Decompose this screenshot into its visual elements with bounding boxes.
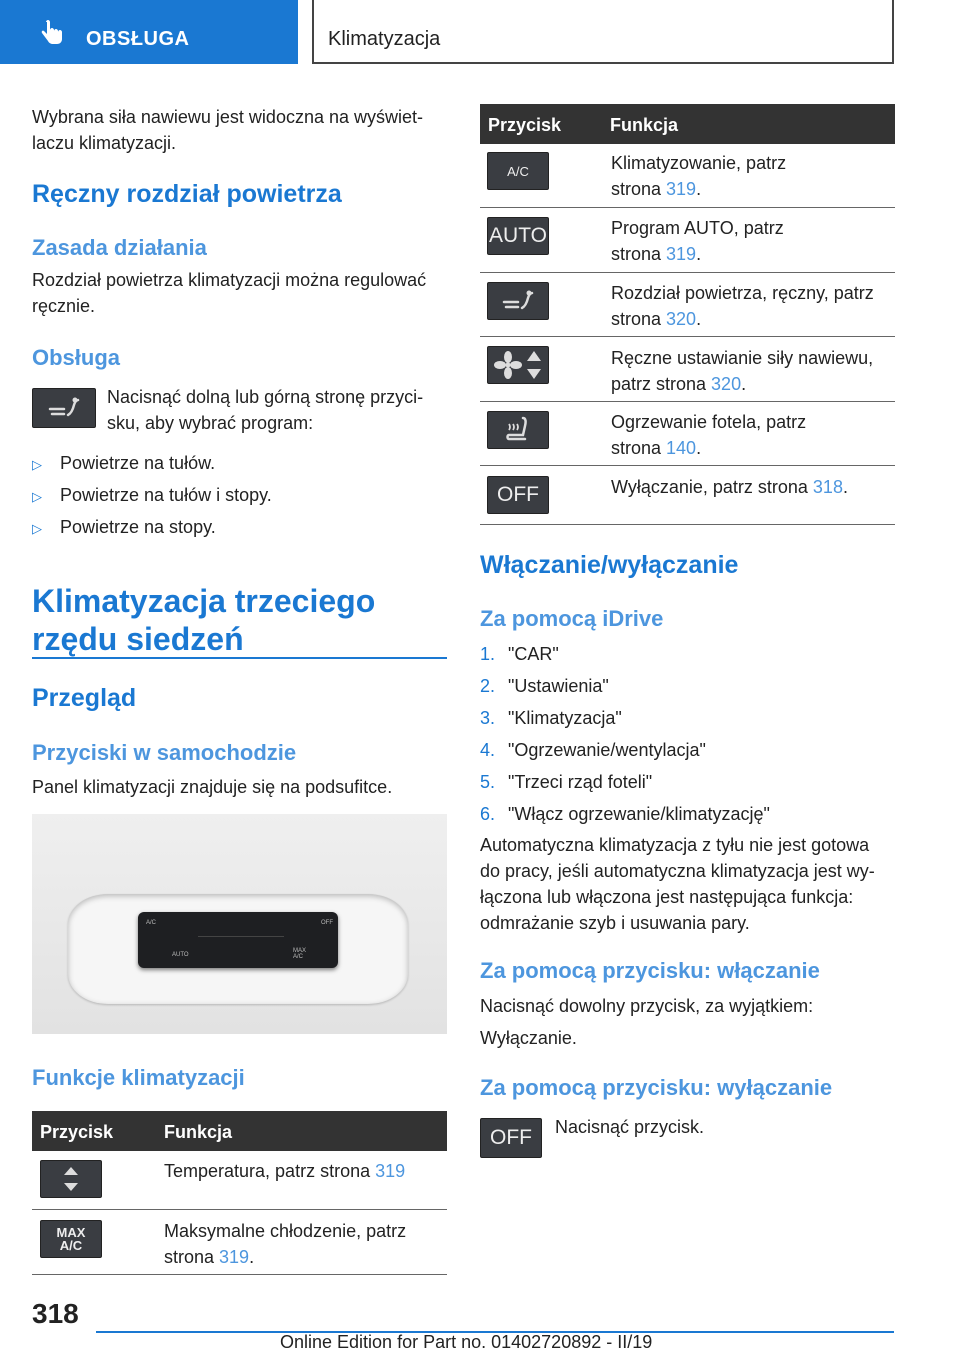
list-item: ▷ Powietrze na stopy.	[32, 517, 216, 537]
table-cell: Program AUTO, patrz strona 319.	[611, 218, 784, 264]
list-item: 1. "CAR"	[480, 644, 559, 664]
page-link[interactable]: 320	[666, 309, 697, 329]
button-on-text-2: Wyłączanie.	[480, 1028, 577, 1048]
air-distribution-icon	[498, 288, 538, 314]
off-icon: OFF	[490, 1126, 532, 1149]
heading-manual-distribution: Ręczny rozdział powietrza	[32, 180, 342, 208]
page-link[interactable]: 319	[666, 244, 697, 264]
list-item: 5. "Trzeci rząd foteli"	[480, 772, 653, 792]
page-link[interactable]: 319	[219, 1247, 250, 1267]
right-table-header: Przycisk Funkcja	[480, 104, 895, 144]
auto-button-image	[487, 217, 549, 255]
table-cell: Wyłączanie, patrz strona 318.	[611, 477, 848, 497]
heading-on-off: Włączanie/wyłączanie	[480, 551, 739, 579]
auto-icon: AUTO	[489, 224, 547, 247]
footer-edition: Online Edition for Part no. 01402720892 - II/19	[280, 1332, 653, 1352]
heading-overview: Przegląd	[32, 684, 137, 712]
heading-functions: Funkcje klimatyzacji	[32, 1065, 245, 1090]
list-item: ▷ Powietrze na tułów.	[32, 453, 216, 473]
page-link[interactable]: 319	[666, 179, 697, 199]
max-ac-button-image: MAX A/C	[40, 1220, 102, 1258]
panel-control-unit: A/C AUTO MAX A/C OFF	[138, 912, 338, 968]
button-on-text: Nacisnąć dowolny przycisk, za wyjątkiem:	[480, 996, 814, 1016]
idrive-steps	[480, 641, 900, 833]
list-item: 6. "Włącz ogrzewanie/klimatyzację"	[480, 804, 770, 824]
table-cell: Ogrzewanie fotela, patrz strona 140.	[611, 412, 807, 458]
auto-climate-text: Automatyczna klimatyzacja z tyłu nie jest gotowa do pracy, jeśli automatyczna klimatyzacja jest wy- łączona lub włączona jest następująca funkcja: odmrażanie szyb i usuwania pary.	[480, 835, 875, 933]
button-off-text: Nacisnąć przycisk.	[555, 1117, 705, 1137]
page-link[interactable]: 319	[375, 1161, 406, 1181]
heading-idrive: Za pomocą iDrive	[480, 606, 664, 631]
off-icon: OFF	[497, 483, 539, 506]
climate-panel-photo	[32, 814, 447, 1034]
temperature-button-image	[40, 1160, 102, 1198]
intro-text: Wybrana siła nawiewu jest widoczna na wyświet- laczu klimatyzacji.	[32, 107, 423, 153]
left-table-header: Przycisk Funkcja	[32, 1111, 447, 1151]
air-distribution-icon	[44, 395, 84, 421]
off-button-image	[487, 476, 549, 514]
page-link[interactable]: 318	[812, 477, 843, 497]
section-tab	[0, 0, 298, 64]
arrows-updown-icon	[61, 1164, 81, 1194]
heading-buttons-in-car: Przyciski w samochodzie	[32, 740, 297, 765]
heading-third-row: Klimatyzacja trzeciego rzędu siedzeń	[32, 583, 376, 657]
list-item: 4. "Ogrzewanie/wentylacja"	[480, 740, 706, 760]
list-item: ▷ Powietrze na tułów i stopy.	[32, 485, 272, 505]
ac-icon: A/C	[507, 163, 529, 179]
table-cell: Rozdział powietrza, ręczny, patrz strona 320.	[611, 283, 874, 329]
heading-principle: Zasada działania	[32, 235, 207, 260]
page-number: 318	[32, 1298, 79, 1329]
table-cell: Maksymalne chłodzenie, patrz strona 319.	[164, 1221, 407, 1267]
heading-operation: Obsługa	[32, 345, 121, 370]
hand-pointer-icon	[40, 20, 64, 46]
page-link[interactable]: 320	[711, 374, 742, 394]
operation-text: Nacisnąć dolną lub górną stronę przyci- sku, aby wybrać program:	[107, 387, 424, 433]
heading-button-off: Za pomocą przycisku: wyłączanie	[480, 1075, 833, 1100]
page-link[interactable]: 140	[666, 438, 697, 458]
heading-button-on: Za pomocą przycisku: włączanie	[480, 958, 820, 983]
off-button-image	[480, 1118, 542, 1158]
chapter-title: Klimatyzacja	[328, 28, 441, 50]
buttons-text: Panel klimatyzacji znajduje się na podsufitce.	[32, 777, 393, 797]
table-cell: Temperatura, patrz strona 319	[164, 1161, 406, 1181]
table-cell: Ręczne ustawianie siły nawiewu, patrz strona 320.	[611, 348, 874, 394]
section-label: OBSŁUGA	[86, 28, 190, 50]
table-cell: Klimatyzowanie, patrz strona 319.	[611, 153, 787, 199]
seat-heating-icon	[501, 415, 535, 445]
seat-heating-button-image	[487, 411, 549, 449]
list-item: 3. "Klimatyzacja"	[480, 708, 622, 728]
ac-button-image	[487, 152, 549, 190]
max-ac-icon: MAX	[56, 1225, 86, 1240]
fan-speed-icon	[492, 348, 544, 382]
air-distribution-button-image	[487, 282, 549, 320]
air-distribution-button-image	[32, 388, 96, 428]
principle-text: Rozdział powietrza klimatyzacji można regulować ręcznie.	[32, 270, 427, 316]
list-item: 2. "Ustawienia"	[480, 676, 609, 696]
chapter-header	[312, 0, 894, 64]
fan-speed-button-image	[487, 346, 549, 384]
heading-underline	[32, 657, 447, 659]
